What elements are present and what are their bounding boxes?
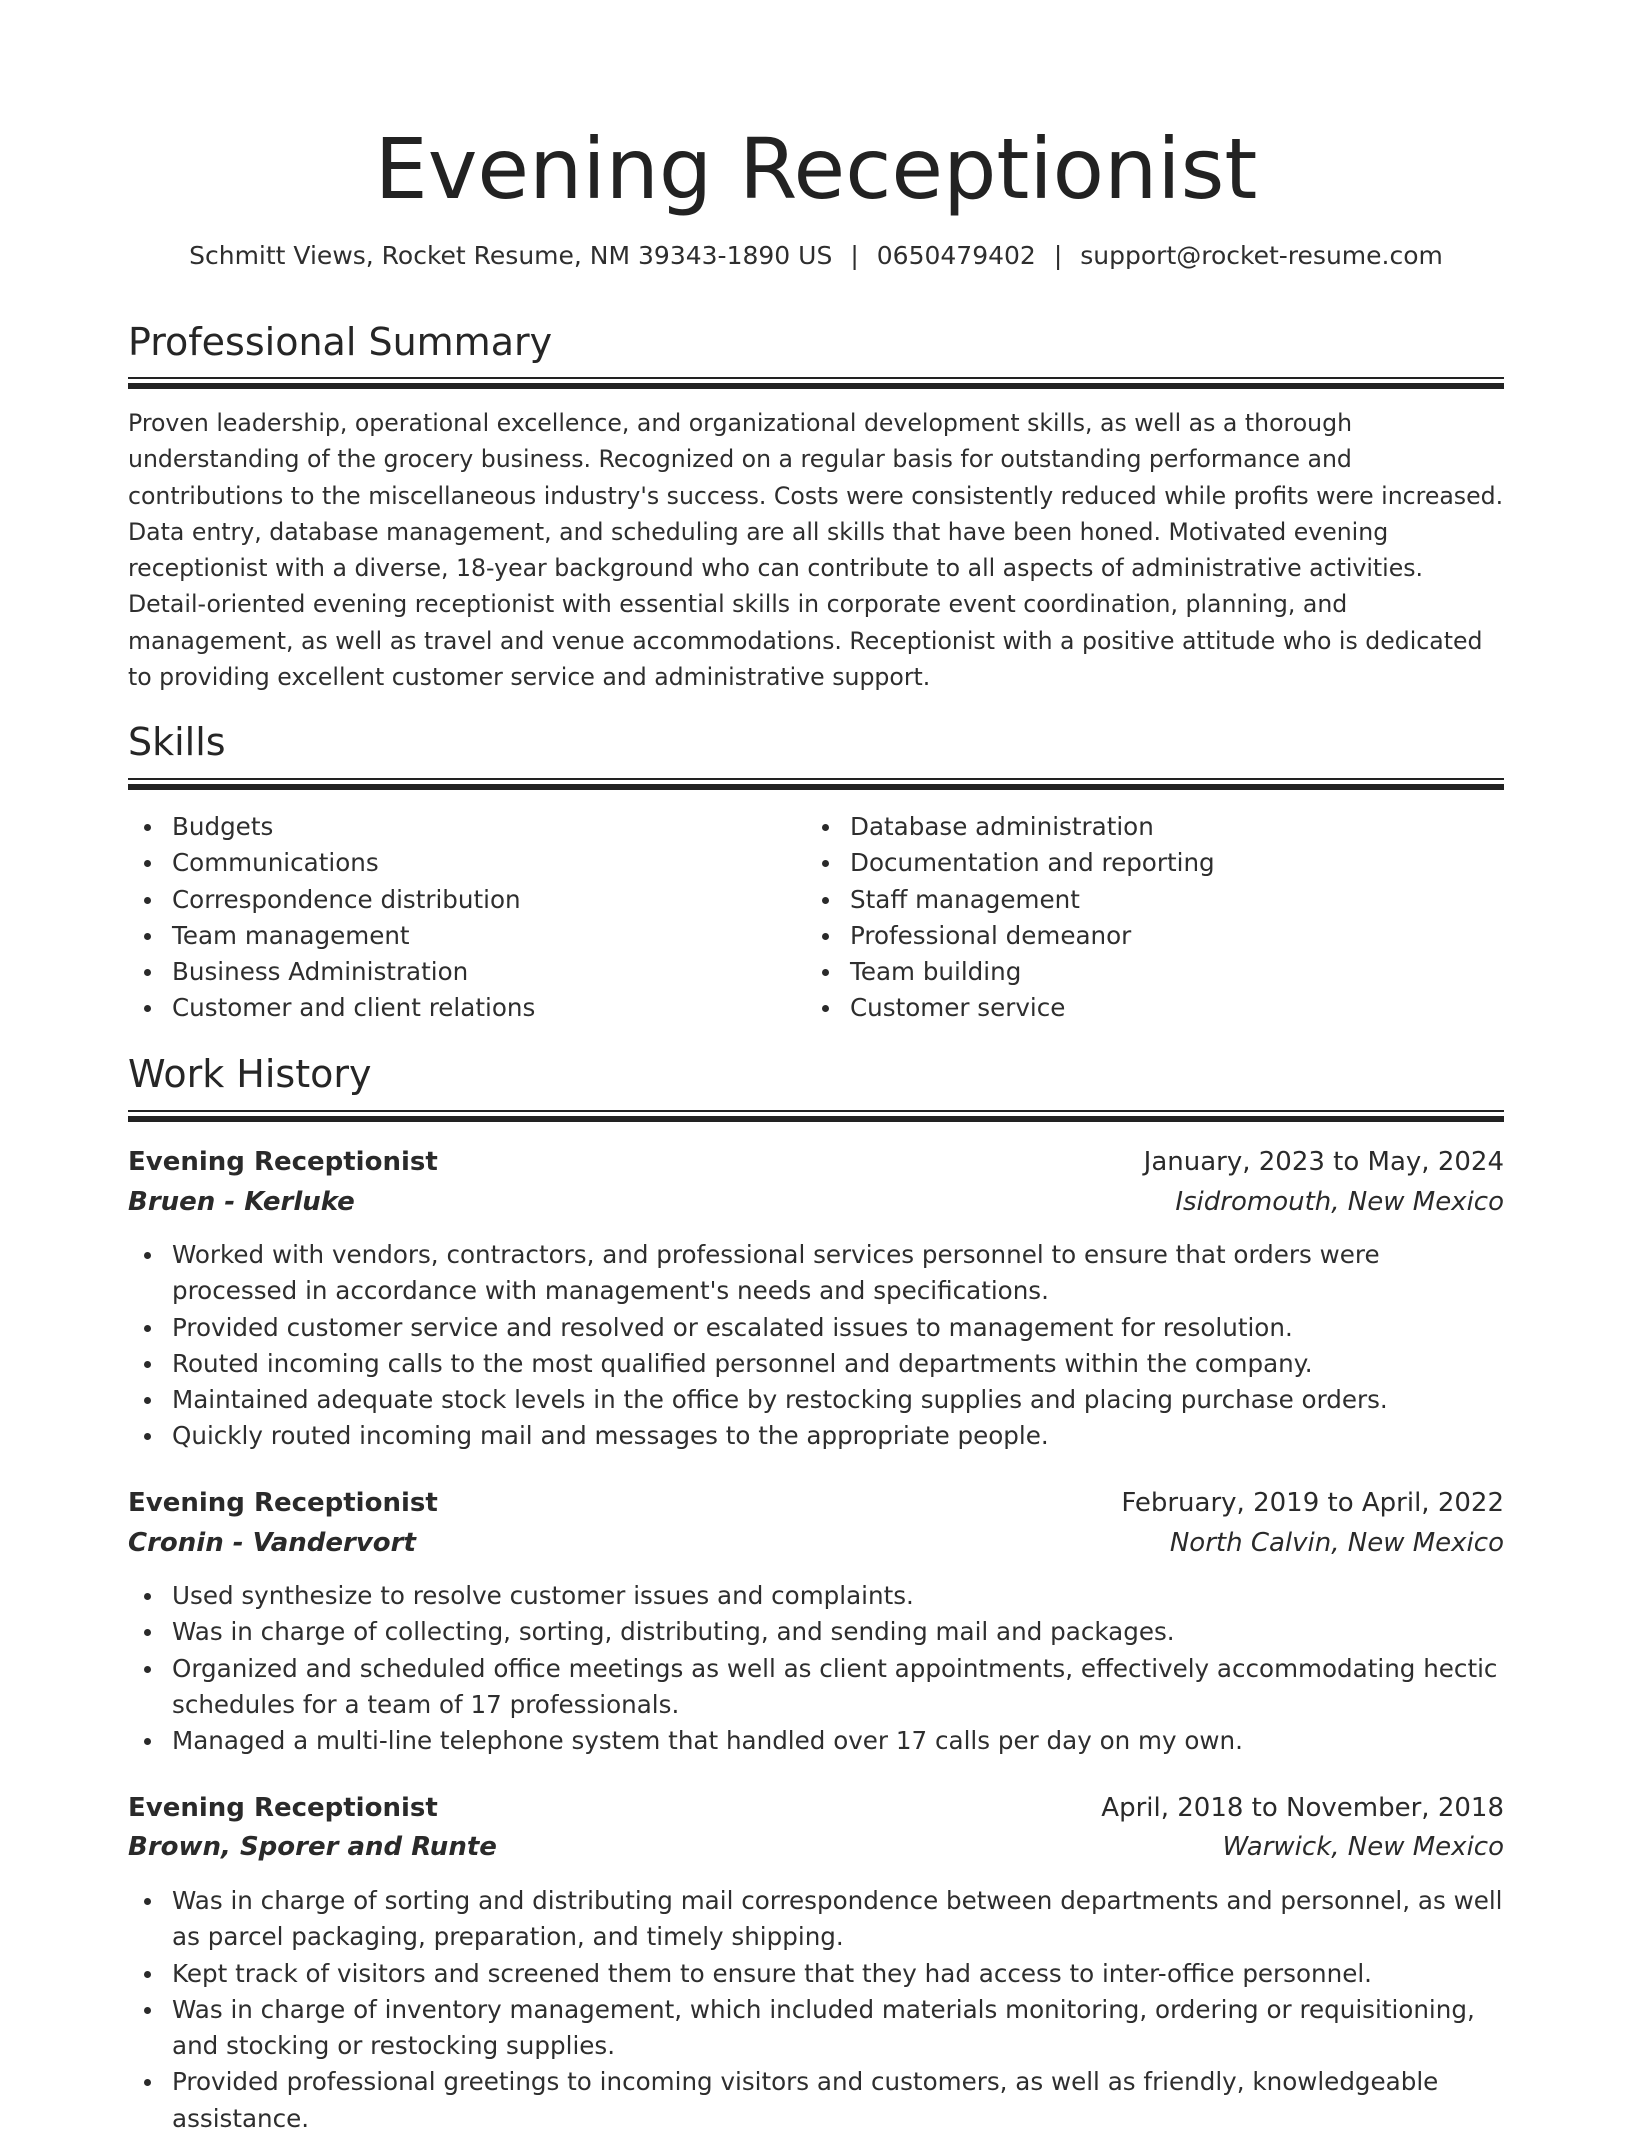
skills-list-right [806,809,1504,1027]
skill-item: Staff management [806,882,1504,918]
skill-item: Budgets [128,809,798,845]
job-bullet: Quickly routed incoming mail and messages to the appropriate people. [128,1418,1504,1454]
job-bullet: Maintained adequate stock levels in the office by restocking supplies and placing purchase orders. [128,1382,1504,1418]
job-company: Bruen - Kerluke [128,1187,355,1217]
job-company: Cronin - Vandervort [128,1528,416,1558]
job-dates: January, 2023 to May, 2024 [1143,1147,1504,1177]
skill-item: Team building [806,954,1504,990]
skill-item: Correspondence distribution [128,882,798,918]
skill-item: Customer and client relations [128,990,798,1026]
skills-list-left [128,809,798,1027]
job-title: Evening Receptionist [128,1147,438,1177]
work-history-heading: Work History [128,1052,372,1096]
job-bullet-list [128,1578,1504,1759]
skill-item: Customer service [806,990,1504,1026]
contact-line [128,238,1504,274]
job-location: North Calvin, New Mexico [1169,1528,1504,1558]
contact-separator: | [850,241,859,270]
job-dates: April, 2018 to November, 2018 [1101,1793,1504,1823]
section-divider [128,778,1504,790]
contact-separator: | [1053,241,1063,270]
contact-email[interactable]: support@rocket-resume.com [1080,241,1443,270]
job-bullet: Was in charge of inventory management, which included materials monitoring, ordering or requisitioning, and stocking or restocking supplies. [128,1992,1504,2065]
job-bullet: Provided professional greetings to incoming visitors and customers, as well as friendly, knowledgeable assistance. [128,2064,1504,2137]
summary-heading: Professional Summary [128,320,553,364]
skill-item: Database administration [806,809,1504,845]
section-divider [128,377,1504,389]
job-bullet-list [128,1883,1504,2137]
job-bullet: Used synthesize to resolve customer issues and complaints. [128,1578,1504,1614]
job-bullet: Organized and scheduled office meetings as well as client appointments, effectively accommodating hectic schedules for a team of 17 professionals. [128,1651,1504,1724]
job-bullet: Was in charge of collecting, sorting, distributing, and sending mail and packages. [128,1614,1504,1650]
skill-item: Communications [128,845,798,881]
job-title: Evening Receptionist [128,1793,438,1823]
job-bullet: Was in charge of sorting and distributing mail correspondence between departments and personnel, as well as parcel packaging, preparation, and timely shipping. [128,1883,1504,1956]
job-dates: February, 2019 to April, 2022 [1121,1488,1504,1518]
summary-text: Proven leadership, operational excellence, and organizational development skills, as well as a thorough understanding of the grocery business. Recognized on a regular basis for outstanding performance and contributions to the miscellaneous industry's success. Costs were consistently reduced while profits were increased. Data entry, database management, and scheduling are all skills that have been honed. Motivated evening receptionist with a diverse, 18-year background who can contribute to all aspects of administrative activities. Detail-oriented evening receptionist with essential skills in corporate event coordination, planning, and management, as well as travel and venue accommodations. Receptionist with a positive attitude who is dedicated to providing excellent customer service and administrative support. [128,409,1504,692]
job-bullet: Worked with vendors, contractors, and professional services personnel to ensure that orders were processed in accordance with management's needs and specifications. [128,1237,1504,1310]
resume-title: Evening Receptionist [374,120,1258,218]
job-bullet: Managed a multi-line telephone system that handled over 17 calls per day on my own. [128,1723,1504,1759]
job-bullet: Provided customer service and resolved or escalated issues to management for resolution. [128,1310,1504,1346]
skill-item: Team management [128,918,798,954]
skills-heading: Skills [128,720,226,764]
job-bullet-list [128,1237,1504,1455]
job-bullet: Routed incoming calls to the most qualified personnel and departments within the company. [128,1346,1504,1382]
job-bullet: Kept track of visitors and screened them to ensure that they had access to inter-office personnel. [128,1956,1504,1992]
job-location: Isidromouth, New Mexico [1175,1187,1504,1217]
skill-item: Documentation and reporting [806,845,1504,881]
job-company: Brown, Sporer and Runte [128,1832,497,1862]
contact-address: Schmitt Views, Rocket Resume, NM 39343-1890 US [189,241,833,270]
skill-item: Business Administration [128,954,798,990]
job-location: Warwick, New Mexico [1222,1832,1504,1862]
job-title: Evening Receptionist [128,1488,438,1518]
skill-item: Professional demeanor [806,918,1504,954]
contact-phone: 0650479402 [876,241,1036,270]
section-divider [128,1110,1504,1122]
